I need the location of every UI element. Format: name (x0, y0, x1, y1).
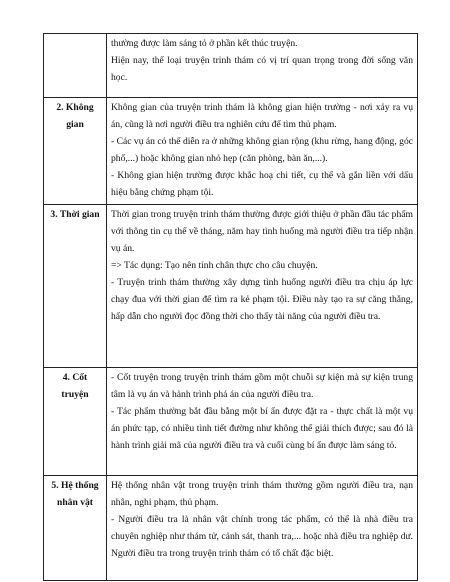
row-content (107, 34, 418, 98)
row-heading: 4. Cốt truyện (44, 368, 107, 476)
paragraph: - Người điều tra là nhân vật chính trong tác phẩm, có thể là nhà điều tra chuyên nghiệp như thám tử, cảnh sát, thanh tra,... hoặc nhà điều tra nghiệp dư. Người điều tra trong truyện trinh thám có tố chất đặc biệt. (111, 514, 413, 559)
row-heading: 3. Thời gian (44, 205, 107, 368)
table-row (44, 34, 418, 98)
paragraph: - Tác phẩm thường bắt đầu bằng một bí ẩn được đặt ra - thực chất là một vụ án phức tạp, có nhiều tình tiết đường như không thể giải thích được; sau đó là hành trình giải mã của người điều tra và cuối cùng bí ẩn được làm sáng tỏ. (111, 406, 413, 451)
table-row (44, 476, 418, 581)
table-row (44, 368, 418, 476)
row-content (107, 476, 418, 581)
paragraph: - Các vụ án có thể diễn ra ở những không gian rộng (khu rừng, hang động, góc phố,...) hoặc không gian nhỏ hẹp (căn phòng, bàn ăn,...). (111, 136, 413, 164)
row-heading: 5. Hệ thống nhân vật (44, 476, 107, 581)
content-table (43, 33, 418, 581)
paragraph: - Không gian hiện trường được khắc hoạ chi tiết, cụ thể và gắn liền với dấu hiệu bằng chứng phạm tội. (111, 170, 413, 198)
paragraph: - Truyện trinh thám thường xây dựng tình huống người điều tra chịu áp lực chạy đua với thời gian để tìm ra kẻ phạm tội. Điều này tạo ra sự căng thẳng, hấp dẫn cho người đọc đồng thời cho thấy tài năng của người điều tra. (111, 277, 413, 322)
row-content (107, 205, 418, 368)
paragraph: Hệ thống nhân vật trong truyện trinh thám thường gồm người điều tra, nạn nhân, nghi phạm, thủ phạm. (111, 480, 413, 508)
table-row (44, 98, 418, 205)
paragraph: => Tác dụng: Tạo nên tính chân thực cho câu chuyện. (111, 260, 318, 271)
row-content (107, 368, 418, 476)
paragraph: Hiện nay, thể loại truyện trinh thám có vị trí quan trọng trong đời sống văn học. (111, 55, 413, 83)
row-heading (44, 34, 107, 98)
row-heading: 2. Không gian (44, 98, 107, 205)
paragraph: thường được làm sáng tỏ ở phần kết thúc truyện. (111, 38, 298, 49)
row-content (107, 98, 418, 205)
paragraph: - Cốt truyện trong truyện trinh thám gồm một chuỗi sự kiện mà sự kiện trung tâm là vụ án và hành trình phá án của người điều tra. (111, 372, 413, 400)
paragraph: Không gian của truyện trinh thám là không gian hiện trường - nơi xảy ra vụ án, cũng là nơi người điều tra nghiên cứu để tìm thủ phạm. (111, 102, 413, 130)
paragraph: Thời gian trong truyện trinh thám thường được giới thiệu ở phần đầu tác phẩm với thông tin cụ thể về tháng, năm hay tình huống mà người điều tra tiếp nhận vụ án. (111, 209, 413, 254)
table-row (44, 205, 418, 368)
